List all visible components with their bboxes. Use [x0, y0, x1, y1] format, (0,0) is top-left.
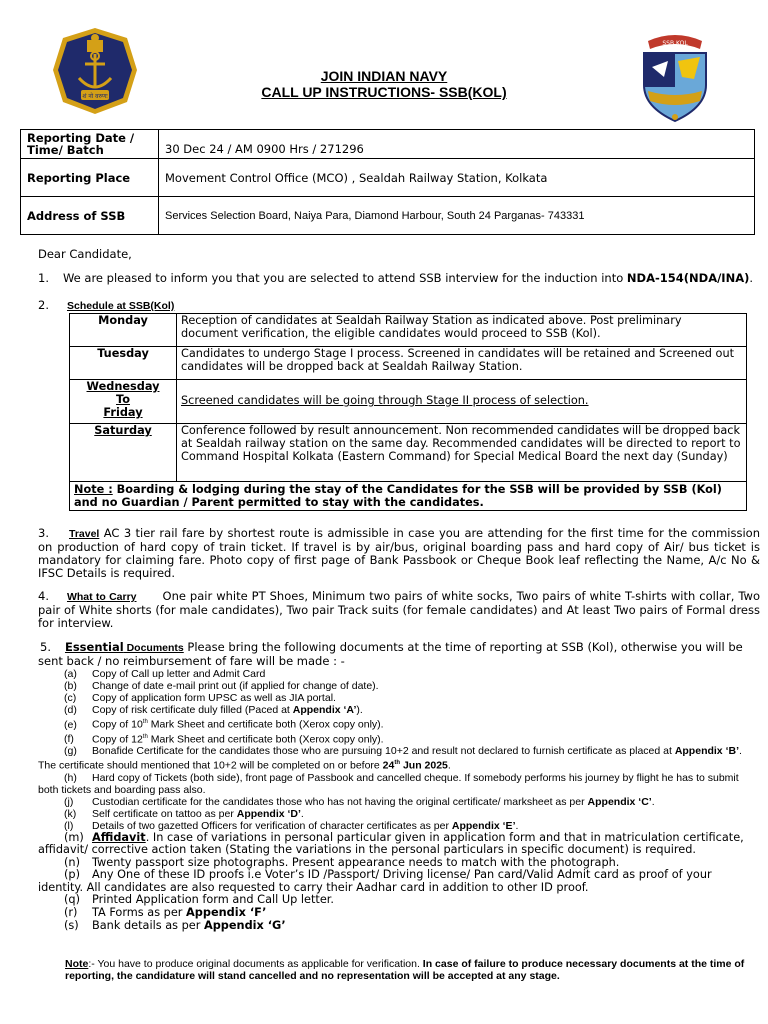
para-4 — [38, 590, 760, 630]
schedule-note-label: Note : — [74, 483, 113, 496]
info-value: Services Selection Board, Naiya Para, Diamond Harbour, South 24 Parganas- 743331 — [159, 197, 755, 235]
para-3-num: 3. — [38, 526, 49, 540]
item-date-day: 24 — [382, 759, 395, 772]
list-item — [38, 680, 758, 692]
item-text: Bonafide Certificate for the candidates those who are pursuing 10+2 and result not declared to furnish certificate as placed at — [92, 745, 675, 757]
final-note-text: :- You have to produce original documents as applicable for verification. — [88, 958, 423, 970]
item-key: (m) — [64, 830, 84, 844]
ssb-logo-text: SSB KOL — [662, 40, 688, 47]
item-end: ). — [356, 704, 363, 716]
para-4-text: One pair white PT Shoes, Minimum two pairs of white socks, Two pairs of white T-shirts with collar, Two pair of White shorts (for male candidates), Two pair Track suits (for female candidates) and At least Two pairs of Formal dress for interview. — [38, 589, 760, 630]
item-sup: th — [142, 733, 148, 740]
info-label: Reporting Date / Time/ Batch — [21, 130, 159, 159]
item-text: Copy of Call up letter and Admit Card — [92, 668, 266, 680]
para-3-text: AC 3 tier rail fare by shortest route is admissible in case you are attending for the first time for the commission on production of hard copy of train ticket. If travel is by air/bus, original boarding pass and hard copy of Air/ bus ticket is mandatory for claiming fare. Photo copy of first page of Bank Passbook or Cheque Book leaf reflecting the Name, A/c No & IFSC Details is required. — [38, 526, 760, 580]
schedule-note-text: Boarding & lodging during the stay of the Candidates for the SSB will be provided by SSB (Kol) and no Guardian / Parent permitted to stay with the candidates. — [74, 483, 722, 509]
para-2 — [38, 298, 174, 312]
info-row — [21, 130, 755, 159]
documents-list — [38, 668, 758, 932]
item-text: Twenty passport size photographs. Present appearance needs to match with the photograph. — [92, 855, 620, 869]
item-text: . In case of variations in personal particular given in application form and that in matriculation certificate, affidavit/ corrective action taken (Stating the variations in the personal particulars in specific document) is required. — [38, 830, 744, 857]
item-text-2: . The certificate should mentioned that 10+2 will be completed on or before — [38, 745, 742, 772]
list-item — [38, 704, 758, 716]
item-text: Any One of these ID proofs i.e Voter’s ID /Passport/ Driving license/ Pan card/Valid Admit card as proof of your identity. All candidates are also requested to carry their Aadhar card in addition to other ID proof. — [38, 868, 712, 894]
schedule-day-line: Friday — [103, 405, 143, 419]
item-end: . — [515, 819, 519, 832]
list-item — [38, 796, 758, 808]
item-text: Printed Application form and Call Up letter. — [92, 893, 334, 907]
item-key: (h) — [64, 771, 77, 784]
schedule-text: Screened candidates will be going through Stage II process of selection. — [177, 380, 747, 424]
info-value: 30 Dec 24 / AM 0900 Hrs / 271296 — [159, 130, 755, 159]
item-text: Copy of risk certificate duly filled (Paced at — [92, 704, 293, 716]
info-value: Movement Control Office (MCO) , Sealdah Railway Station, Kolkata — [159, 159, 755, 197]
item-text: TA Forms as per — [92, 906, 187, 920]
list-item — [38, 668, 758, 680]
info-label: Reporting Place — [21, 159, 159, 197]
item-key: (b) — [64, 680, 77, 692]
schedule-text: Candidates to undergo Stage I process. Screened in candidates will be retained and Screened out candidates will be dropped back at Sealdah Railway Station. — [177, 347, 747, 380]
list-item — [38, 692, 758, 704]
info-label: Address of SSB — [21, 197, 159, 235]
schedule-text: Conference followed by result announcement. Non recommended candidates will be dropped back at Sealdah railway station on the same day. Recommended candidates will be directed to report to Command Hospital Kolkata (Eastern Command) for Special Medical Board the next day (Sunday) — [177, 424, 747, 482]
para-1-text: We are pleased to inform you that you are selected to attend SSB interview for the induction into — [62, 271, 627, 285]
para-1-batch: NDA-154(NDA/INA) — [626, 271, 750, 285]
schedule-row — [70, 380, 747, 424]
item-appendix: Appendix ‘B’ — [674, 745, 739, 757]
item-appendix: Appendix ‘G’ — [203, 918, 286, 932]
item-key: (p) — [64, 868, 80, 882]
item-key: (d) — [64, 704, 77, 716]
item-key: (s) — [64, 918, 79, 932]
item-appendix: Appendix ‘A’ — [292, 704, 357, 716]
list-item — [38, 808, 758, 820]
para-1-num: 1. — [38, 271, 49, 285]
item-key: (r) — [64, 906, 78, 920]
list-item — [38, 716, 758, 731]
schedule-row — [70, 347, 747, 380]
item-key: (a) — [64, 668, 77, 680]
list-item — [38, 772, 758, 796]
schedule-row — [70, 424, 747, 482]
item-key: (q) — [64, 893, 80, 907]
final-note — [65, 958, 765, 982]
item-text: Details of two gazetted Officers for verification of character certificates as per — [92, 819, 452, 832]
item-appendix: Appendix ‘D’ — [236, 807, 301, 820]
title-line-1: JOIN INDIAN NAVY — [320, 68, 448, 84]
schedule-text: Reception of candidates at Sealdah Railway Station as indicated above. Post preliminary document verification, the eligible candidates would proceed to SSB (Kol). — [177, 314, 747, 347]
item-text: Bank details as per — [92, 918, 204, 932]
item-key: (c) — [64, 692, 77, 704]
final-note-warning: In case of failure to produce necessary documents at the time of reporting, the candidature will stand cancelled and no representation will be accepted at any stage. — [65, 958, 745, 982]
item-appendix: Appendix ‘C’ — [587, 795, 652, 808]
item-key: (j) — [64, 795, 74, 808]
list-item — [38, 745, 758, 772]
para-1 — [38, 272, 758, 285]
para-3-heading: Travel — [68, 528, 100, 540]
item-text: Hard copy of Tickets (both side), front page of Passbook and cancelled cheque. If somebody performs his journey by flight he has to submit both tickets and boarding pass also. — [38, 771, 739, 796]
item-date: Jun 2025 — [400, 759, 448, 772]
list-item — [38, 869, 758, 894]
item-text: Copy of 12 — [92, 733, 143, 745]
para-2-heading: Schedule at SSB(Kol) — [66, 300, 175, 312]
para-4-heading: What to Carry — [66, 591, 137, 603]
item-appendix: Appendix ‘F’ — [186, 906, 267, 920]
emblem-motto: शं नो वरुणः — [82, 93, 108, 100]
item-key: (f) — [64, 733, 74, 745]
schedule-note — [70, 482, 747, 511]
para-5-num: 5. — [40, 640, 51, 654]
item-key: (k) — [64, 807, 77, 820]
schedule-day: Monday — [70, 314, 177, 347]
para-3 — [38, 527, 760, 580]
para-5-text: Please bring the following documents at the time of reporting at SSB (Kol), otherwise you will be sent back / no reimbursement of fare will be made : - — [38, 640, 743, 668]
salutation: Dear Candidate, — [38, 247, 132, 261]
item-text: Copy of application form UPSC as well as JIA portal. — [92, 692, 336, 704]
item-end: . — [300, 807, 304, 820]
item-appendix: Appendix ‘E’ — [451, 819, 516, 832]
item-text: Change of date e-mail print out (if applied for change of date). — [92, 680, 379, 692]
list-item — [38, 832, 758, 857]
schedule-day — [70, 380, 177, 424]
schedule-row — [70, 314, 747, 347]
item-text-2: Mark Sheet and certificate both (Xerox copy only). — [147, 718, 384, 731]
schedule-day-line: To — [116, 392, 130, 406]
item-text-2: Mark Sheet and certificate both (Xerox copy only). — [147, 733, 384, 745]
item-end: . — [651, 795, 655, 808]
item-key: (l) — [64, 819, 74, 832]
item-text: Copy of 10 — [92, 718, 143, 731]
item-sup: th — [142, 719, 148, 725]
title-line-2: CALL UP INSTRUCTIONS- SSB(KOL) — [261, 84, 507, 100]
info-row — [21, 197, 755, 235]
para-4-num: 4. — [38, 589, 49, 603]
final-note-label: Note — [65, 958, 89, 970]
item-sup: th — [394, 760, 401, 766]
item-end: . — [447, 759, 451, 772]
para-5-heading-2: Documents — [123, 642, 184, 654]
info-row — [21, 159, 755, 197]
item-text: Self certificate on tattoo as per — [92, 807, 237, 820]
schedule-day: Saturday — [70, 424, 177, 482]
schedule-table — [69, 313, 747, 511]
reporting-info-table — [20, 129, 755, 235]
item-key: (g) — [64, 745, 77, 757]
item-heading: Affidavit — [92, 830, 146, 844]
para-2-num: 2. — [38, 298, 49, 312]
schedule-note-row — [70, 482, 747, 511]
para-5 — [38, 641, 760, 668]
item-key: (e) — [64, 718, 77, 731]
schedule-day-line: Wednesday — [86, 380, 160, 393]
item-text: Custodian certificate for the candidates those who has not having the original certificate/ marksheet as per — [92, 795, 588, 808]
list-item — [38, 731, 758, 746]
para-1-end: . — [749, 271, 754, 285]
list-item — [38, 920, 758, 933]
item-key: (n) — [64, 855, 80, 869]
schedule-day: Tuesday — [70, 347, 177, 380]
para-5-heading: Essential — [64, 640, 124, 654]
